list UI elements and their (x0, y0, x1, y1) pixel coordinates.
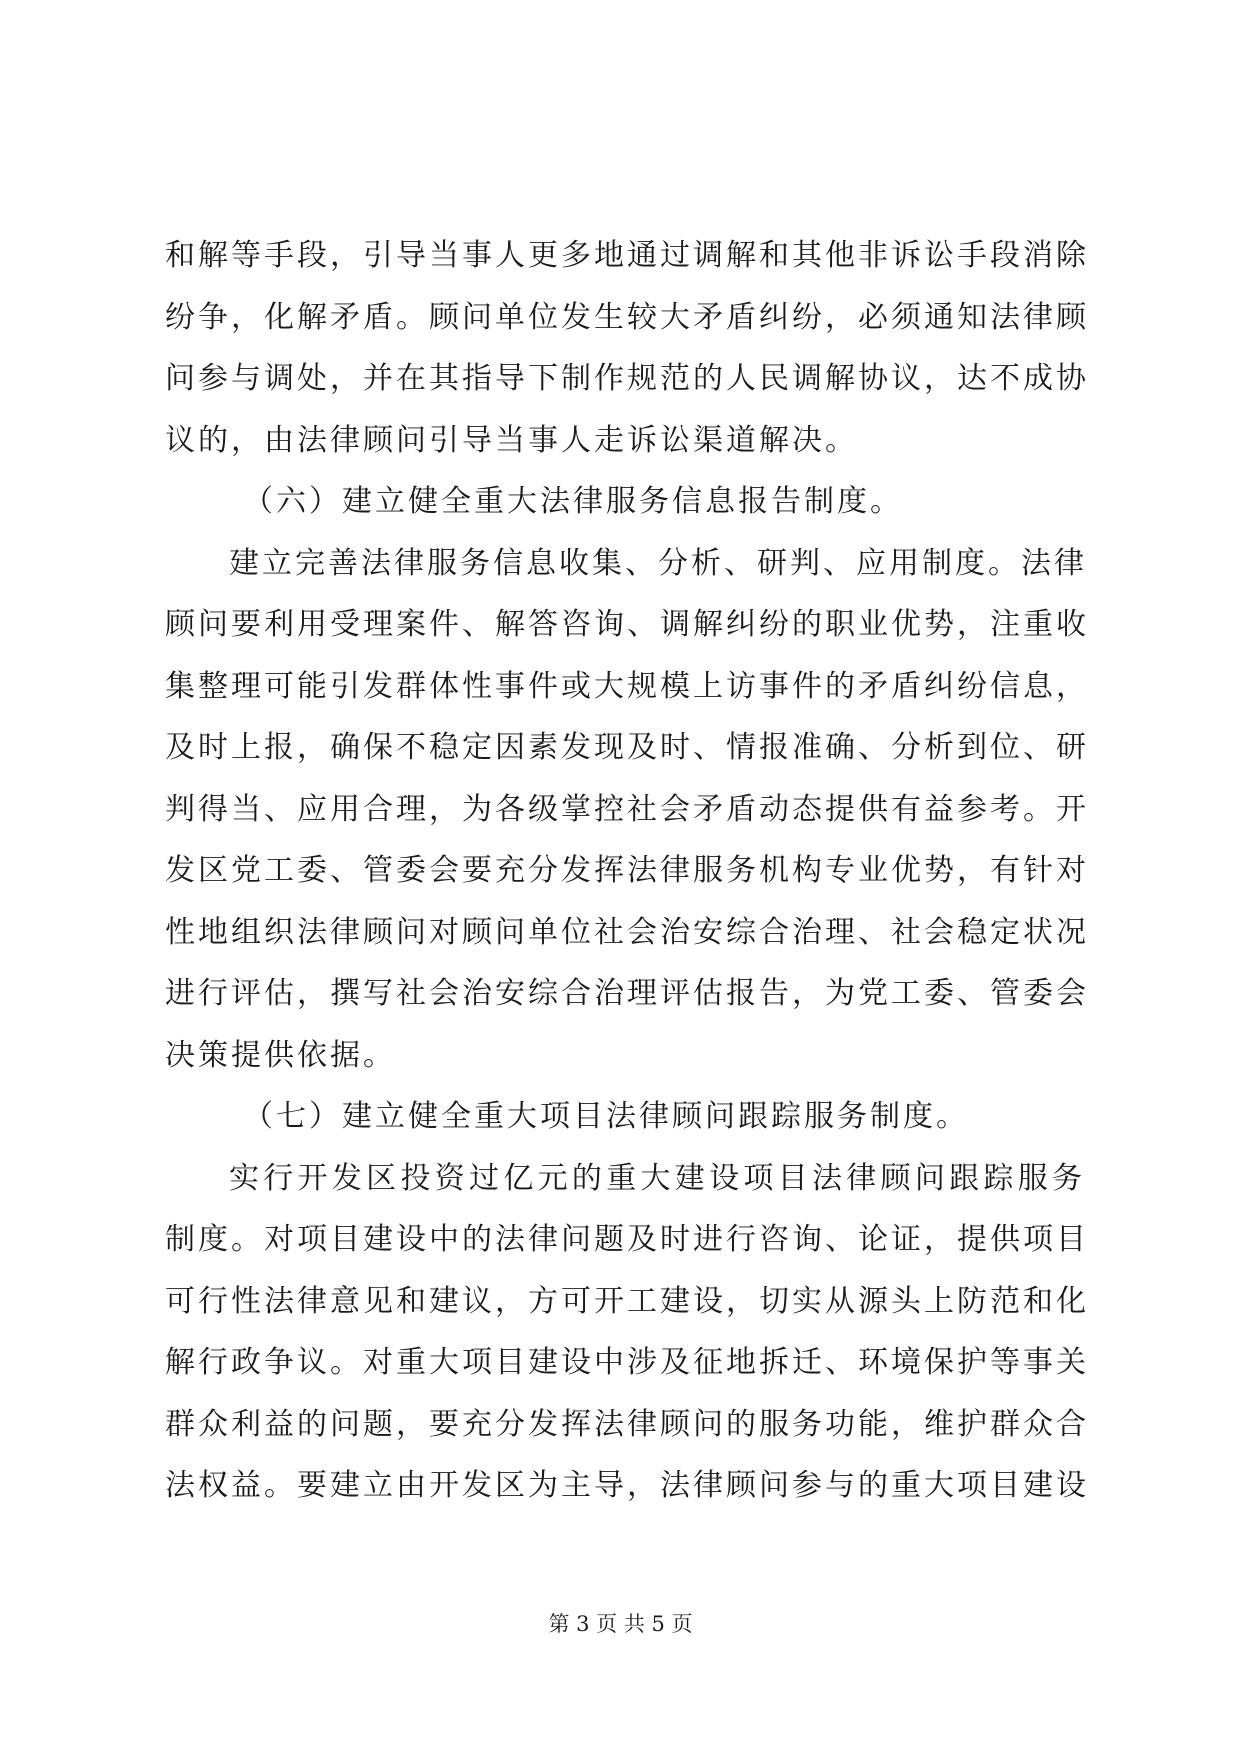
paragraph-line: 建立完善法律服务信息收集、分析、研判、应用制度。法律 (229, 545, 1087, 581)
paragraph-line: 议的，由法律顾问引导当事人走诉讼渠道解决。 (165, 422, 858, 458)
paragraph-line: 及时上报，确保不稳定因素发现及时、情报准确、分析到位、研 (165, 730, 1089, 765)
paragraph-line: 性地组织法律顾问对顾问单位社会治安综合治理、社会稳定状况 (165, 914, 1089, 950)
paragraph-line: 解行政争议。对重大项目建设中涉及征地拆迁、环境保护等事关 (165, 1345, 1089, 1380)
paragraph-line: 判得当、应用合理，为各级掌控社会矛盾动态提供有益参考。开 (165, 791, 1089, 827)
paragraph-line: 集整理可能引发群体性事件或大规模上访事件的矛盾纠纷信息， (165, 668, 1089, 704)
paragraph-line: 决策提供依据。 (165, 1037, 396, 1073)
paragraph-line: 进行评估，撰写社会治安综合治理评估报告，为党工委、管委会 (165, 976, 1089, 1011)
paragraph-line: 实行开发区投资过亿元的重大建设项目法律顾问跟踪服务 (229, 1160, 1085, 1196)
paragraph-line: 纷争，化解矛盾。顾问单位发生较大矛盾纠纷，必须通知法律顾 (165, 299, 1089, 335)
paragraph-line: 问参与调处，并在其指导下制作规范的人民调解协议，达不成协 (165, 361, 1089, 396)
document-body (165, 225, 1089, 1517)
paragraph-line: 发区党工委、管委会要充分发挥法律服务机构专业优势，有针对 (165, 853, 1089, 888)
paragraph-line: 可行性法律意见和建议，方可开工建设，切实从源头上防范和化 (165, 1283, 1089, 1319)
paragraph-line: 群众利益的问题，要充分发挥法律顾问的服务功能，维护群众合 (165, 1406, 1089, 1442)
paragraph-line: 和解等手段，引导当事人更多地通过调解和其他非诉讼手段消除 (165, 238, 1089, 273)
paragraph-line: 顾问要利用受理案件、解答咨询、调解纠纷的职业优势，注重收 (165, 607, 1089, 642)
paragraph-line: 制度。对项目建设中的法律问题及时进行咨询、论证，提供项目 (165, 1222, 1089, 1257)
page-number-footer: 第 3 页 共 5 页 (548, 1612, 693, 1636)
section-heading-7: （七）建立健全重大项目法律顾问跟踪服务制度。 (243, 1099, 969, 1134)
paragraph-line: 法权益。要建立由开发区为主导，法律顾问参与的重大项目建设 (165, 1468, 1089, 1503)
section-heading-6: （六）建立健全重大法律服务信息报告制度。 (243, 484, 903, 519)
